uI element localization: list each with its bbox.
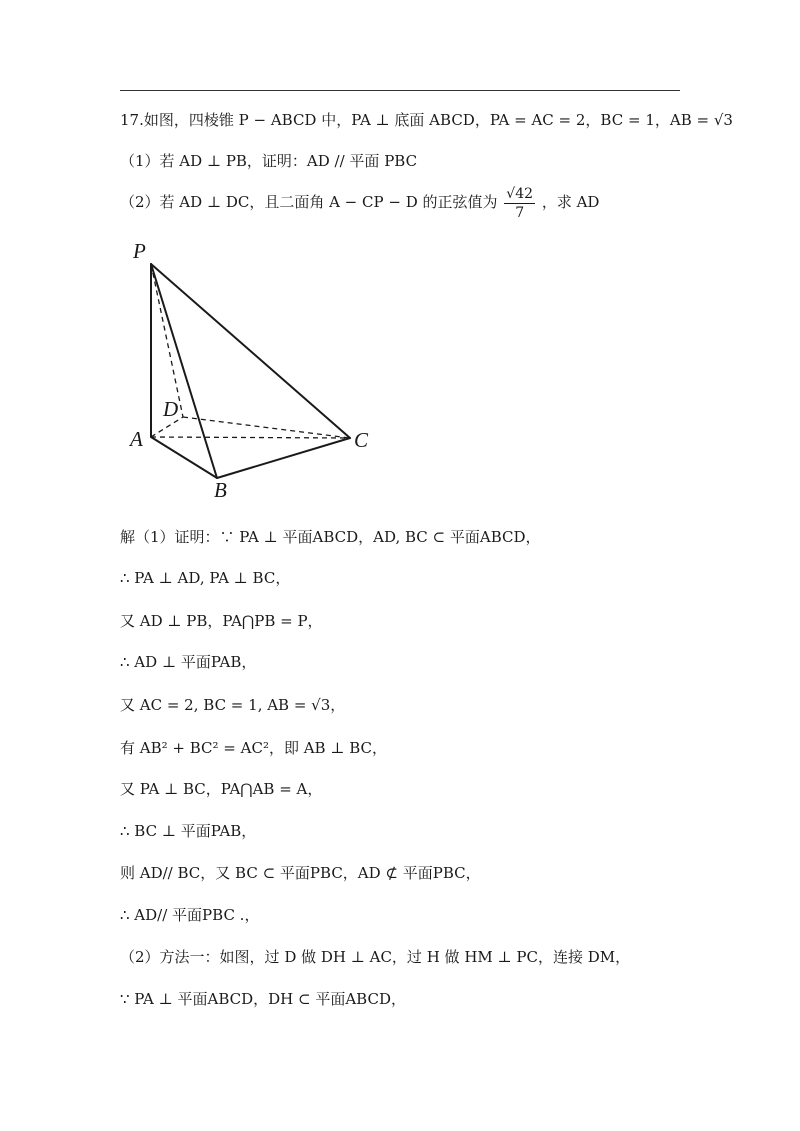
solution-line: ∴ AD// 平面PBC .， — [120, 906, 260, 924]
solution-line: ∴ BC ⊥ 平面PAB， — [120, 822, 257, 840]
edge-PC — [151, 264, 350, 438]
solution-line: 则 AD// BC，又 BC ⊂ 平面PBC，AD ⊄ 平面PBC， — [120, 864, 481, 882]
label-P: P — [133, 239, 146, 263]
sine-fraction — [504, 185, 535, 222]
edge-DC-hidden — [183, 417, 350, 438]
solution-line: ∵ PA ⊥ 平面ABCD，DH ⊂ 平面ABCD， — [120, 990, 406, 1008]
solution-line: 又 AD ⊥ PB，PA⋂PB = P， — [120, 612, 323, 630]
part-2-text: （2）若 AD ⊥ DC，且二面角 A − CP − D 的正弦值为 — [120, 193, 498, 211]
solution-line: ∴ PA ⊥ AD, PA ⊥ BC， — [120, 569, 291, 587]
label-C: C — [354, 428, 369, 452]
solution-line: 又 AC = 2, BC = 1, AB = √3， — [120, 696, 346, 714]
problem-stem: 17.如图，四棱锥 P − ABCD 中，PA ⊥ 底面 ABCD，PA = AC = 2，BC = 1，AB = √3 — [120, 111, 733, 129]
label-B: B — [214, 478, 227, 502]
label-A: A — [130, 427, 143, 451]
part-2-question: ，求 AD — [541, 193, 600, 211]
solution-line: （2）方法一：如图，过 D 做 DH ⊥ AC，过 H 做 HM ⊥ PC，连接 DM， — [120, 948, 631, 966]
header-rule — [120, 90, 680, 91]
solution-line: 又 PA ⊥ BC，PA⋂AB = A， — [120, 780, 323, 798]
edge-PB — [151, 264, 217, 478]
problem-part-2 — [120, 184, 599, 222]
solution-line: ∴ AD ⊥ 平面PAB， — [120, 653, 257, 671]
problem-part-1: （1）若 AD ⊥ PB，证明：AD // 平面 PBC — [120, 152, 418, 170]
solution-line: 有 AB² + BC² = AC²，即 AB ⊥ BC， — [120, 739, 388, 757]
edge-AC-hidden — [151, 437, 350, 438]
fraction-denominator: 7 — [515, 204, 525, 221]
edge-BC — [217, 438, 350, 478]
fraction-numerator: √42 — [506, 185, 534, 202]
label-D: D — [163, 397, 179, 421]
solution-line: 解（1）证明：∵ PA ⊥ 平面ABCD，AD, BC ⊂ 平面ABCD， — [120, 528, 541, 546]
pyramid-figure — [120, 232, 390, 507]
